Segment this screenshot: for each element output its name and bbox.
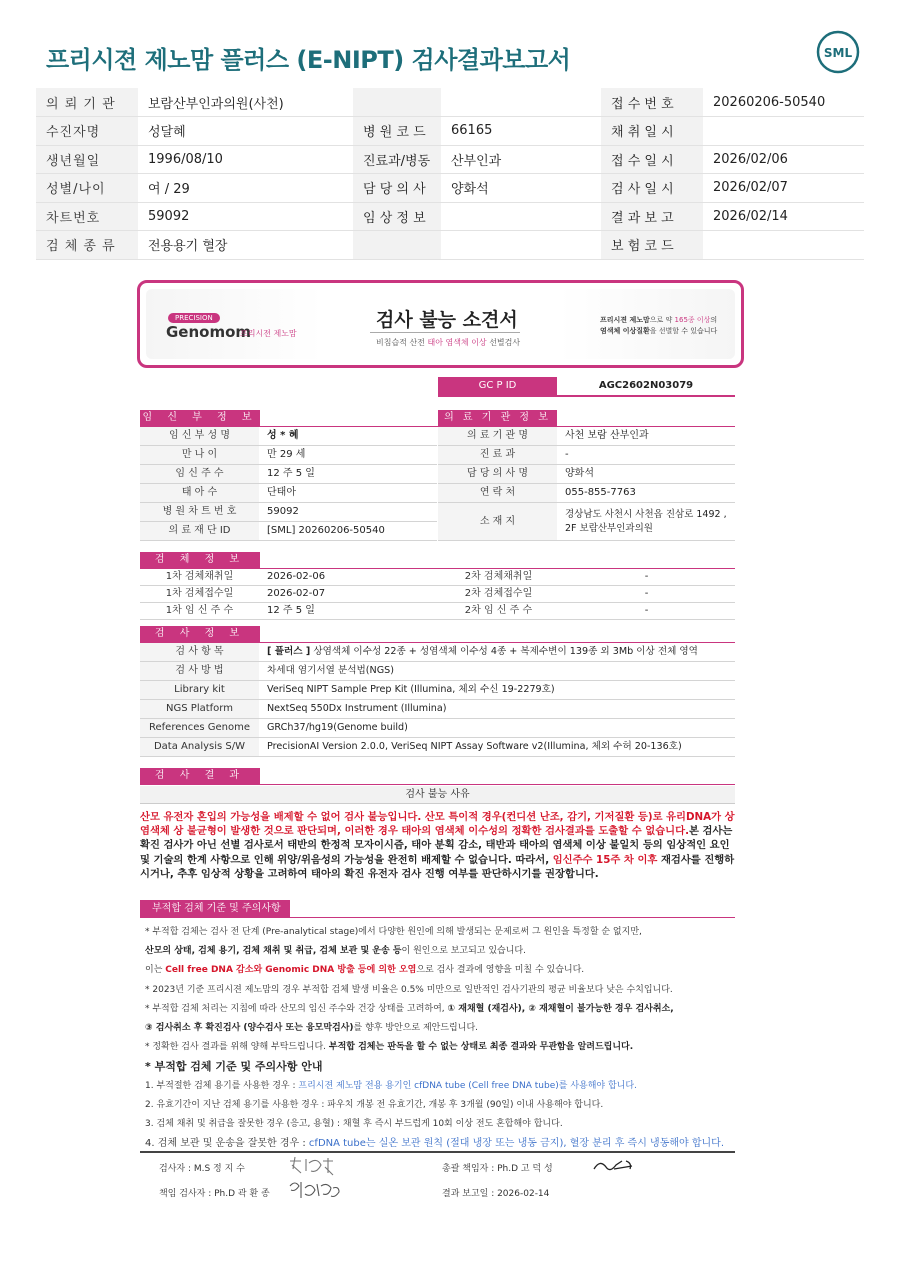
- banner-description: 프리시젼 제노맘으로 약 165종 이상의 염색체 이상질환을 선별할 수 있습니다: [600, 316, 718, 335]
- header-label: 담 당 의 사: [353, 174, 441, 203]
- info-row: [140, 427, 437, 446]
- header-label: 접 수 일 시: [601, 145, 703, 174]
- test-section-tag: 검 사 정 보: [140, 626, 260, 642]
- header-label: 의 뢰 기 관: [36, 88, 138, 117]
- info-label: 담 당 의 사 명: [438, 465, 557, 483]
- info-value: 단태아: [267, 487, 296, 498]
- note-line: * 부적합 검체는 검사 전 단계 (Pre-analytical stage)에서 다양한 원인에 의해 발생되는 문제로써 그 원인을 특정할 순 없지만,: [145, 927, 642, 937]
- info-value: 성 * 혜: [267, 430, 299, 441]
- info-row: [140, 503, 437, 522]
- specimen-label: 1차 검체접수일: [140, 586, 259, 602]
- header-value: 여 / 29: [138, 174, 353, 203]
- info-label: 태 아 수: [140, 484, 259, 502]
- test-value: [259, 643, 735, 661]
- report-title: 검사 불능 소견서: [376, 309, 518, 331]
- specimen-label: 1차 임 신 주 수: [140, 603, 259, 619]
- header-label: 접 수 번 호: [601, 88, 703, 117]
- report-date-label: 결과 보고일 : 2026-02-14: [442, 1189, 550, 1199]
- responsible-label: 책임 검사자 : Ph.D 곽 환 종: [159, 1189, 270, 1199]
- genomom-logo: Genomom: [166, 323, 252, 341]
- header-value: 성달혜: [138, 117, 353, 146]
- test-row: [140, 681, 735, 700]
- header-value: 59092: [138, 202, 353, 231]
- header-value: 2026/02/14: [703, 202, 864, 231]
- test-value-text: GRCh37/hg19(Genome build): [267, 722, 408, 733]
- header-label: [353, 231, 441, 260]
- test-row: [140, 700, 735, 719]
- header-label: 성별/나이: [36, 174, 138, 203]
- test-value-text: VeriSeq NIPT Sample Prep Kit (Illumina, 체외 수신 19-2279호): [267, 684, 555, 695]
- info-row: [140, 522, 437, 541]
- specimen-value: 2026-02-06: [267, 571, 326, 582]
- info-value: [SML] 20260206-50540: [267, 525, 385, 536]
- test-label: Data Analysis S/W: [140, 738, 259, 756]
- test-label: 검 사 방 법: [140, 662, 259, 680]
- header-row: [36, 145, 864, 174]
- test-value-text: PrecisionAI Version 2.0.0, VeriSeq NIPT Assay Software v2(Illumina, 체외 수허 20-136호): [267, 741, 682, 752]
- test-label: NGS Platform: [140, 700, 259, 718]
- header-label: 수진자명: [36, 117, 138, 146]
- info-label: 의 료 재 단 ID: [140, 522, 259, 540]
- test-value-text: 상염색체 이수성 22종 + 성염색체 이수성 4종 + 복제수변이 139종 외 3Mb 이상 전체 영역: [310, 646, 698, 657]
- page-title: 프리시젼 제노맘 플러스 (E-NIPT) 검사결과보고서: [46, 46, 571, 74]
- header-label: 검 체 종 류: [36, 231, 138, 260]
- test-row: [140, 719, 735, 738]
- header-value: 전용용기 혈장: [138, 231, 353, 260]
- note-line: * 부적합 검체 처리는 지침에 따라 산모의 임신 주수와 건강 상태를 고려하여, ① 재채혈 (재검사), ② 재채혈이 불가능한 경우 검사취소,: [145, 1003, 674, 1014]
- header-label: 결 과 보 고: [601, 202, 703, 231]
- header-value: [703, 231, 864, 260]
- test-value-text: NextSeq 550Dx Instrument (Illumina): [267, 703, 447, 714]
- patient-section-tag: 임 신 부 정 보: [140, 410, 260, 426]
- report-subtitle: 비침습적 산전 태아 염색체 이상 선별검사: [376, 338, 521, 347]
- header-value: 2026/02/06: [703, 145, 864, 174]
- result-text: 산모 유전자 혼입의 가능성을 배제할 수 없어 검사 불능입니다. 산모 특이적 경우(컨디션 난조, 감기, 기저질환 등)로 유리DNA가 상염색체 상 불균형이 발생한 것으로 판단되며, 이러한 경우 태아의 염색체 이수성의 정확한 검사결과를 도출할 수 없습니다.본 검사는 확진 검사가 아닌 선별 검사로서 태반의 한정적 모자이시즘, 태아 분획 감소, 태반과 태아의 염색체 이상 불일치 등의 임상적인 요인 및 기술의 한계 사항으로 인해 위양/위음성의 가능성을 완전히 배제할 수 없습니다. 따라서, 임신주수 15주 차 이후 재검사를 진행하시거나, 추후 임상적 상황을 고려하여 태아의 확진 유전자 검사 진행 여부를 판단하시기를 권장합니다.: [140, 811, 735, 880]
- info-row: [438, 446, 735, 465]
- header-label: 차트번호: [36, 202, 138, 231]
- institution-section-tag: 의 료 기 관 정 보: [438, 410, 557, 426]
- result-reason-header: 검사 불능 사유: [140, 786, 735, 804]
- info-row: [438, 427, 735, 446]
- test-row: [140, 662, 735, 681]
- specimen-row: [140, 569, 735, 586]
- test-label: Library kit: [140, 681, 259, 699]
- note-line: 3. 검체 채취 및 취급을 잘못한 경우 (응고, 용혈) : 채혈 후 즉시 부드럽게 10회 이상 전도 혼합해야 합니다.: [145, 1119, 563, 1130]
- notes-guide-heading: * 부적합 검체 기준 및 주의사항 안내: [145, 1060, 323, 1074]
- header-label: 병 원 코 드: [353, 117, 441, 146]
- header-row: [36, 117, 864, 146]
- specimen-label: 2차 임 신 주 수: [439, 603, 558, 619]
- note-line: 산모의 상태, 검체 용기, 검체 채취 및 취급, 검체 보관 및 운송 등이 원인으로 보고되고 있습니다.: [145, 946, 526, 957]
- header-label: 채 취 일 시: [601, 117, 703, 146]
- header-label: 진료과/병동: [353, 145, 441, 174]
- notes-section-tag: 부적합 검체 기준 및 주의사항: [140, 900, 290, 917]
- tester-signature: [287, 1155, 337, 1177]
- report-card: [137, 280, 747, 1240]
- test-row: [140, 643, 735, 662]
- specimen-value: 2026-02-07: [267, 588, 326, 599]
- info-value: 59092: [267, 506, 299, 517]
- header-row: [36, 174, 864, 203]
- precision-badge: PRECISION: [168, 313, 220, 323]
- test-value: [259, 700, 735, 718]
- note-line: 1. 부적절한 검체 용기를 사용한 경우 : 프리시젼 제노맘 전용 용기인 cfDNA tube (Cell free DNA tube)를 사용해야 합니다.: [145, 1080, 637, 1091]
- info-value: 만 29 세: [267, 449, 306, 460]
- info-value: -: [565, 449, 569, 460]
- header-row: [36, 231, 864, 260]
- header-label: 보 험 코 드: [601, 231, 703, 260]
- info-value: 12 주 5 일: [267, 468, 315, 479]
- header-value: 66165: [441, 117, 601, 146]
- info-label: 병 원 차 트 번 호: [140, 503, 259, 521]
- header-value: 1996/08/10: [138, 145, 353, 174]
- genomom-sub: 프리시젼 제노맘: [240, 329, 297, 338]
- sml-logo-text: SML: [823, 46, 853, 60]
- chief-signature: [592, 1157, 638, 1175]
- header-label: [353, 88, 441, 117]
- gcp-id-value: AGC2602N03079: [598, 380, 694, 391]
- info-row: [438, 465, 735, 484]
- note-line: 이는 Cell free DNA 감소와 Genomic DNA 방출 등에 의한 오염으로 검사 결과에 영향을 미칠 수 있습니다.: [145, 965, 585, 976]
- note-line: 2. 유효기간이 지난 검체 용기를 사용한 경우 : 파우치 개봉 전 유효기간, 개봉 후 3개월 (90일) 이내 사용해야 합니다.: [145, 1099, 604, 1110]
- note-line: ③ 검사취소 후 확진검사 (양수검사 또는 융모막검사)를 향후 방안으로 제안드립니다.: [145, 1023, 478, 1034]
- info-label: 만 나 이: [140, 446, 259, 464]
- note-line: * 정확한 검사 결과를 위해 양해 부탁드립니다. 부적합 검체는 판독을 할 수 없는 상태로 최종 결과와 무관함을 알려드립니다.: [145, 1042, 634, 1053]
- test-row: [140, 738, 735, 757]
- note-line: * 2023년 기준 프리시젼 제노맘의 경우 부적합 검체 발생 비율은 0.5% 미만으로 일반적인 검사기관의 평균 비율보다 낮은 수치입니다.: [145, 984, 673, 995]
- sml-logo: [816, 30, 860, 74]
- responsible-signature: [287, 1178, 343, 1202]
- header-value: [441, 202, 601, 231]
- test-value: [259, 662, 735, 680]
- info-row: [140, 446, 437, 465]
- header-label: 검 사 일 시: [601, 174, 703, 203]
- header-value: 보람산부인과의원(사천): [138, 88, 353, 117]
- test-item-plus: [ 플러스 ]: [267, 646, 311, 657]
- info-label: 임 신 주 수: [140, 465, 259, 483]
- notes-body: [145, 923, 735, 1153]
- info-row: [140, 484, 437, 503]
- header-value: [441, 88, 601, 117]
- tester-label: 검사자 : M.S 정 지 수: [159, 1164, 245, 1174]
- specimen-value: -: [644, 605, 649, 616]
- info-label: 의 료 기 관 명: [438, 427, 557, 445]
- header-label: 임 상 정 보: [353, 202, 441, 231]
- header-row: [36, 88, 864, 117]
- test-value: [259, 738, 735, 756]
- gcp-id-row: [438, 377, 735, 397]
- info-label: 임 신 부 성 명: [140, 427, 259, 445]
- specimen-row: [140, 603, 735, 620]
- specimen-label: 2차 검체접수일: [439, 586, 558, 602]
- test-value: [259, 719, 735, 737]
- specimen-value: -: [644, 588, 649, 599]
- specimen-value: -: [644, 571, 649, 582]
- test-label: References Genome: [140, 719, 259, 737]
- specimen-label: 1차 검체채취일: [140, 569, 259, 585]
- info-label: 연 락 처: [438, 484, 557, 502]
- report-banner: [137, 280, 744, 368]
- test-value-text: 차세대 염기서열 분석법(NGS): [267, 665, 394, 676]
- info-value: 양화석: [565, 468, 594, 479]
- chief-label: 총괄 책임자 : Ph.D 고 덕 성: [442, 1164, 553, 1174]
- patient-header-table: [36, 88, 864, 260]
- specimen-row: [140, 586, 735, 603]
- specimen-label: 2차 검체채취일: [439, 569, 558, 585]
- address-label: 소 재 지: [438, 503, 557, 540]
- result-section-tag: 검 사 결 과: [140, 768, 260, 784]
- info-value: 055-855-7763: [565, 487, 636, 498]
- header-value: 2026/02/07: [703, 174, 864, 203]
- header-value: [441, 231, 601, 260]
- test-label: 검 사 항 목: [140, 643, 259, 661]
- address-value: 경상남도 사천시 사천읍 진삼로 1492 , 2F 보람산부인과의원: [565, 509, 727, 534]
- specimen-section-tag: 검 체 정 보: [140, 552, 260, 568]
- info-row: [438, 484, 735, 503]
- header-value: 20260206-50540: [703, 88, 864, 117]
- info-row: [140, 465, 437, 484]
- specimen-value: 12 주 5 일: [267, 605, 315, 616]
- note-line: 4. 검체 보관 및 운송을 잘못한 경우 : cfDNA tube는 실온 보관 원칙 (절대 냉장 또는 냉동 금지), 혈장 분리 후 즉시 냉동해야 합니다.: [145, 1138, 725, 1150]
- test-value: [259, 681, 735, 699]
- header-row: [36, 202, 864, 231]
- info-label: 진 료 과: [438, 446, 557, 464]
- header-label: 생년월일: [36, 145, 138, 174]
- info-value: 사천 보람 산부인과: [565, 430, 649, 441]
- header-value: 양화석: [441, 174, 601, 203]
- header-value: [703, 117, 864, 146]
- header-value: 산부인과: [441, 145, 601, 174]
- gcp-id-label: GC P ID: [438, 377, 557, 395]
